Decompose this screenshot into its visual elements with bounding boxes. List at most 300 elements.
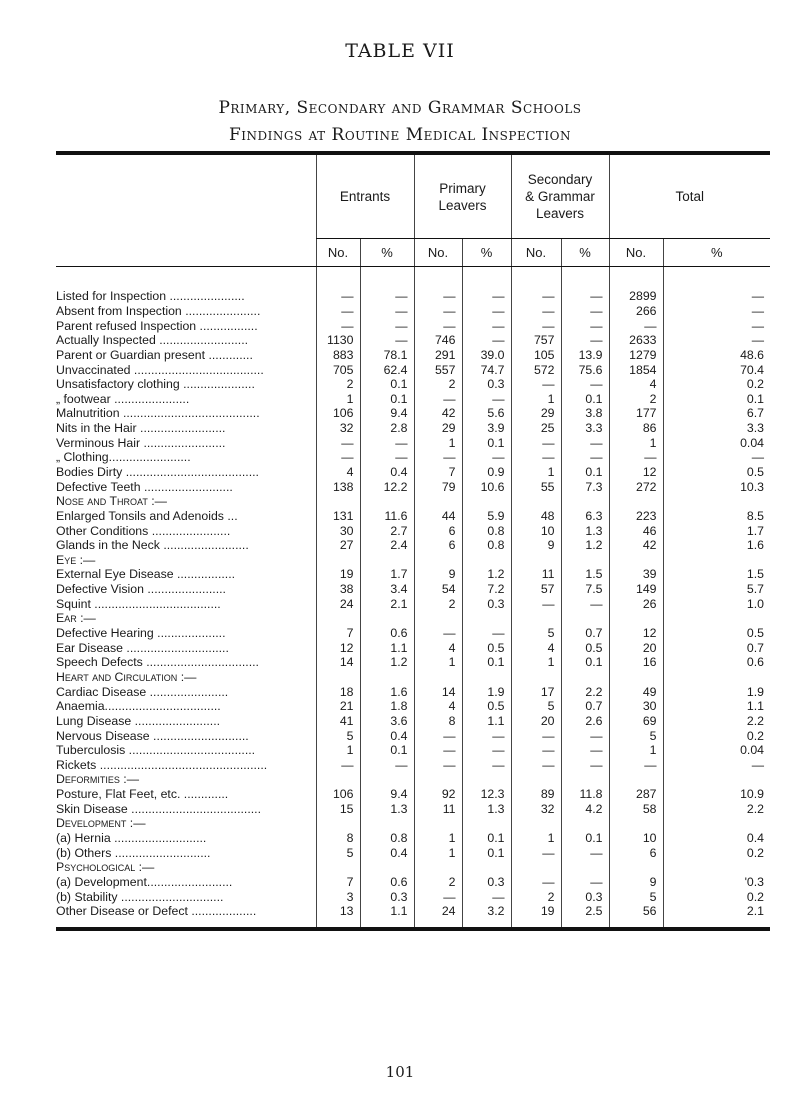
cell-value xyxy=(316,860,360,875)
cell-value: 48 xyxy=(511,509,561,524)
subheader-secondary-no: No. xyxy=(511,239,561,267)
cell-value: 3.2 xyxy=(462,904,511,919)
cell-value: 70.4 xyxy=(663,362,770,377)
subheader-total-no: No. xyxy=(609,239,663,267)
cell-value xyxy=(462,494,511,509)
cell-value: 2 xyxy=(609,391,663,406)
row-label: (b) Others ............................ xyxy=(56,845,211,860)
cell-value xyxy=(360,611,414,626)
cell-value xyxy=(561,670,609,685)
cell-value: 1.9 xyxy=(663,684,770,699)
cell-value: 4 xyxy=(316,465,360,480)
cell-value: 1.3 xyxy=(462,801,511,816)
cell-value: 5 xyxy=(609,728,663,743)
cell-value: 1.1 xyxy=(360,904,414,919)
cell-value: 29 xyxy=(414,421,462,436)
cell-value: 0.7 xyxy=(663,640,770,655)
cell-value: 1.6 xyxy=(663,538,770,553)
cell-value: 20 xyxy=(609,640,663,655)
row-label: „ Clothing........................ xyxy=(56,450,191,465)
table-row xyxy=(56,889,770,904)
cell-value: — xyxy=(316,289,360,304)
cell-value xyxy=(561,553,609,568)
cell-value: 14 xyxy=(316,655,360,670)
cell-value: 0.8 xyxy=(360,831,414,846)
cell-value xyxy=(511,670,561,685)
cell-value: 0.4 xyxy=(360,465,414,480)
cell-value: 149 xyxy=(609,582,663,597)
subheader-primary-no: No. xyxy=(414,239,462,267)
cell-value: — xyxy=(663,758,770,773)
cell-value: 9.4 xyxy=(360,787,414,802)
cell-value xyxy=(360,816,414,831)
cell-value xyxy=(414,611,462,626)
cell-value: 7 xyxy=(414,465,462,480)
row-label: Defective Hearing .................... xyxy=(56,626,226,641)
cell-value: 3 xyxy=(316,889,360,904)
cell-value: — xyxy=(414,743,462,758)
cell-value: 8 xyxy=(316,831,360,846)
cell-value: 0.3 xyxy=(462,875,511,890)
cell-value: 3.4 xyxy=(360,582,414,597)
table-row xyxy=(56,728,770,743)
cell-value: — xyxy=(561,743,609,758)
cell-value: 11.6 xyxy=(360,509,414,524)
table-spacer-row xyxy=(56,267,770,290)
cell-value: 3.3 xyxy=(561,421,609,436)
cell-value: 62.4 xyxy=(360,362,414,377)
cell-value xyxy=(663,670,770,685)
cell-value: 32 xyxy=(511,801,561,816)
row-label: Deformities :— xyxy=(56,772,140,787)
cell-value xyxy=(609,611,663,626)
table-row xyxy=(56,582,770,597)
cell-value: 1 xyxy=(414,435,462,450)
cell-value: 0.1 xyxy=(561,465,609,480)
group-header-total: Total xyxy=(609,153,770,239)
cell-value: 27 xyxy=(316,538,360,553)
cell-value: — xyxy=(663,304,770,319)
cell-value: — xyxy=(316,304,360,319)
table-row xyxy=(56,640,770,655)
cell-value: 12 xyxy=(609,465,663,480)
cell-value: 12.3 xyxy=(462,787,511,802)
cell-value: 1 xyxy=(511,391,561,406)
cell-value: — xyxy=(609,318,663,333)
cell-value: — xyxy=(462,450,511,465)
cell-value: 0.1 xyxy=(561,391,609,406)
row-label: Heart and Circulation :— xyxy=(56,669,197,684)
cell-value: — xyxy=(561,758,609,773)
cell-value: 1 xyxy=(414,831,462,846)
cell-value: — xyxy=(511,450,561,465)
cell-value: 11 xyxy=(511,567,561,582)
table-row xyxy=(56,465,770,480)
cell-value: 1.7 xyxy=(663,523,770,538)
cell-value: 69 xyxy=(609,714,663,729)
cell-value xyxy=(360,670,414,685)
findings-table xyxy=(56,151,770,931)
cell-value: 17 xyxy=(511,684,561,699)
cell-value: 4.2 xyxy=(561,801,609,816)
cell-value: 6.3 xyxy=(561,509,609,524)
cell-value: 0.5 xyxy=(462,640,511,655)
cell-value: '0.3 xyxy=(663,875,770,890)
table-row xyxy=(56,523,770,538)
cell-value: 0.5 xyxy=(462,699,511,714)
cell-value: 86 xyxy=(609,421,663,436)
cell-value: 74.7 xyxy=(462,362,511,377)
cell-value: 57 xyxy=(511,582,561,597)
cell-value: 20 xyxy=(511,714,561,729)
row-label: Tuberculosis ..................................... xyxy=(56,743,256,758)
cell-value xyxy=(462,816,511,831)
cell-value: 1 xyxy=(316,391,360,406)
table-subtitle-schools: Primary, Secondary and Grammar Schools xyxy=(218,98,582,118)
cell-value: 4 xyxy=(414,699,462,714)
table-row xyxy=(56,406,770,421)
row-label: Nits in the Hair ......................... xyxy=(56,421,226,436)
cell-value xyxy=(360,772,414,787)
cell-value: 1 xyxy=(511,655,561,670)
cell-value: 10.3 xyxy=(663,479,770,494)
row-label: Psychological :— xyxy=(56,860,155,875)
cell-value: 7.5 xyxy=(561,582,609,597)
cell-value xyxy=(462,670,511,685)
table-row xyxy=(56,391,770,406)
cell-value: 106 xyxy=(316,787,360,802)
cell-value: 1.2 xyxy=(561,538,609,553)
cell-value: — xyxy=(316,758,360,773)
cell-value: 10.6 xyxy=(462,479,511,494)
table-row xyxy=(56,377,770,392)
cell-value: 2.6 xyxy=(561,714,609,729)
cell-value xyxy=(360,860,414,875)
cell-value: 0.2 xyxy=(663,845,770,860)
findings-table-body xyxy=(56,267,770,929)
cell-value: — xyxy=(462,626,511,641)
cell-value: 0.1 xyxy=(462,435,511,450)
cell-value: 0.3 xyxy=(561,889,609,904)
cell-value: 0.04 xyxy=(663,435,770,450)
cell-value: 0.7 xyxy=(561,699,609,714)
table-row xyxy=(56,348,770,363)
table-spacer-row xyxy=(56,919,770,929)
row-label: Malnutrition ........................................ xyxy=(56,406,260,421)
cell-value: 131 xyxy=(316,509,360,524)
cell-value xyxy=(561,772,609,787)
cell-value: 0.6 xyxy=(360,875,414,890)
table-row xyxy=(56,553,770,568)
cell-value: 19 xyxy=(316,567,360,582)
cell-value: 757 xyxy=(511,333,561,348)
cell-value: 1854 xyxy=(609,362,663,377)
cell-value: 49 xyxy=(609,684,663,699)
cell-value xyxy=(511,494,561,509)
cell-value xyxy=(414,816,462,831)
cell-value: — xyxy=(360,333,414,348)
cell-value: — xyxy=(462,743,511,758)
row-label: Posture, Flat Feet, etc. ............. xyxy=(56,787,229,802)
cell-value: — xyxy=(511,875,561,890)
table-row xyxy=(56,435,770,450)
table-row xyxy=(56,831,770,846)
row-label: Defective Vision ....................... xyxy=(56,582,226,597)
group-header-entrants: Entrants xyxy=(316,153,414,239)
cell-value: 1 xyxy=(609,435,663,450)
cell-value xyxy=(663,860,770,875)
row-label: Bodies Dirty ....................................... xyxy=(56,465,259,479)
row-label: Lung Disease ......................... xyxy=(56,713,221,728)
table-row xyxy=(56,787,770,802)
cell-value: 0.3 xyxy=(462,596,511,611)
row-label: Enlarged Tonsils and Adenoids ... xyxy=(56,508,238,523)
cell-value xyxy=(609,670,663,685)
cell-value: 78.1 xyxy=(360,348,414,363)
cell-value: 2.2 xyxy=(561,684,609,699)
page-number: 101 xyxy=(385,1063,415,1081)
cell-value: 0.9 xyxy=(462,465,511,480)
cell-value: — xyxy=(561,289,609,304)
table-row xyxy=(56,567,770,582)
cell-value: 12 xyxy=(316,640,360,655)
cell-value: — xyxy=(561,450,609,465)
cell-value: 1130 xyxy=(316,333,360,348)
cell-value: 24 xyxy=(414,904,462,919)
cell-value: 5.7 xyxy=(663,582,770,597)
cell-value: 0.5 xyxy=(663,465,770,480)
cell-value: — xyxy=(462,318,511,333)
cell-value: 10 xyxy=(609,831,663,846)
row-label: Actually Inspected .......................... xyxy=(56,333,249,348)
cell-value: 0.4 xyxy=(360,845,414,860)
cell-value: — xyxy=(462,289,511,304)
cell-value: 6 xyxy=(414,523,462,538)
cell-value: — xyxy=(561,318,609,333)
cell-value: 30 xyxy=(316,523,360,538)
row-label: Speech Defects ................................. xyxy=(56,655,259,670)
row-label: Ear Disease .............................. xyxy=(56,640,229,655)
cell-value: 15 xyxy=(316,801,360,816)
cell-value: 0.7 xyxy=(561,626,609,641)
table-row xyxy=(56,655,770,670)
cell-value: 39 xyxy=(609,567,663,582)
cell-value: 89 xyxy=(511,787,561,802)
cell-value: 883 xyxy=(316,348,360,363)
row-label: Parent or Guardian present ............. xyxy=(56,347,253,362)
cell-value xyxy=(414,670,462,685)
cell-value: — xyxy=(360,318,414,333)
cell-value: 223 xyxy=(609,509,663,524)
cell-value xyxy=(316,670,360,685)
cell-value: 5 xyxy=(316,728,360,743)
row-label: (a) Development......................... xyxy=(56,874,233,889)
cell-value xyxy=(663,494,770,509)
cell-value: 0.1 xyxy=(462,845,511,860)
cell-value: 92 xyxy=(414,787,462,802)
cell-value: — xyxy=(561,845,609,860)
cell-value: — xyxy=(316,435,360,450)
cell-value: 0.4 xyxy=(360,728,414,743)
cell-value: 16 xyxy=(609,655,663,670)
cell-value: 21 xyxy=(316,699,360,714)
cell-value xyxy=(609,816,663,831)
subheader-entrants-pct: % xyxy=(360,239,414,267)
cell-value: — xyxy=(360,435,414,450)
cell-value: 0.1 xyxy=(360,391,414,406)
table-row xyxy=(56,479,770,494)
cell-value: — xyxy=(414,889,462,904)
cell-value: 0.1 xyxy=(462,655,511,670)
table-row xyxy=(56,714,770,729)
cell-value: 25 xyxy=(511,421,561,436)
row-label: „ footwear ...................... xyxy=(56,391,190,406)
row-label: Other Conditions ....................... xyxy=(56,523,231,538)
cell-value xyxy=(663,816,770,831)
row-label: Rickets ................................................. xyxy=(56,757,268,772)
cell-value xyxy=(663,553,770,568)
cell-value: 7 xyxy=(316,875,360,890)
table-row xyxy=(56,743,770,758)
cell-value xyxy=(663,611,770,626)
cell-value xyxy=(609,553,663,568)
cell-value: — xyxy=(360,304,414,319)
cell-value: 557 xyxy=(414,362,462,377)
table-row xyxy=(56,772,770,787)
cell-value: 0.6 xyxy=(663,655,770,670)
cell-value: — xyxy=(663,333,770,348)
cell-value: — xyxy=(316,318,360,333)
cell-value xyxy=(609,860,663,875)
table-row xyxy=(56,758,770,773)
cell-value: 4 xyxy=(511,640,561,655)
subheader-entrants-no: No. xyxy=(316,239,360,267)
cell-value: — xyxy=(663,450,770,465)
cell-value: 2 xyxy=(414,596,462,611)
cell-value xyxy=(316,772,360,787)
cell-value xyxy=(316,494,360,509)
cell-value: 1.5 xyxy=(561,567,609,582)
cell-value: — xyxy=(414,626,462,641)
subheader-secondary-pct: % xyxy=(561,239,609,267)
cell-value: 24 xyxy=(316,596,360,611)
cell-value: — xyxy=(561,596,609,611)
cell-value: — xyxy=(561,377,609,392)
cell-value: — xyxy=(414,758,462,773)
cell-value: 9.4 xyxy=(360,406,414,421)
cell-value: — xyxy=(663,289,770,304)
cell-value: 0.6 xyxy=(360,626,414,641)
cell-value: 0.5 xyxy=(663,626,770,641)
cell-value: 5 xyxy=(609,889,663,904)
table-row xyxy=(56,699,770,714)
cell-value: 6 xyxy=(414,538,462,553)
cell-value: 79 xyxy=(414,479,462,494)
cell-value: 1.0 xyxy=(663,596,770,611)
cell-value: 0.1 xyxy=(360,377,414,392)
row-label: Parent refused Inspection ................. xyxy=(56,318,258,333)
cell-value xyxy=(462,553,511,568)
table-row xyxy=(56,421,770,436)
group-header-primary-leavers: Primary Leavers xyxy=(414,153,511,239)
cell-value: — xyxy=(609,450,663,465)
cell-value: 18 xyxy=(316,684,360,699)
cell-value: 42 xyxy=(414,406,462,421)
cell-value: 1.2 xyxy=(462,567,511,582)
cell-value: 56 xyxy=(609,904,663,919)
cell-value: 3.6 xyxy=(360,714,414,729)
cell-value: 75.6 xyxy=(561,362,609,377)
table-row xyxy=(56,509,770,524)
cell-value xyxy=(511,772,561,787)
cell-value xyxy=(561,860,609,875)
cell-value xyxy=(462,611,511,626)
label-column-header xyxy=(56,153,316,267)
cell-value: 38 xyxy=(316,582,360,597)
cell-value: 2 xyxy=(511,889,561,904)
cell-value: 3.9 xyxy=(462,421,511,436)
cell-value xyxy=(511,860,561,875)
cell-value xyxy=(561,494,609,509)
table-row xyxy=(56,626,770,641)
cell-value xyxy=(360,494,414,509)
cell-value: 11.8 xyxy=(561,787,609,802)
table-row xyxy=(56,904,770,919)
cell-value: 1.1 xyxy=(663,699,770,714)
cell-value: — xyxy=(663,318,770,333)
cell-value: 0.1 xyxy=(360,743,414,758)
cell-value: 287 xyxy=(609,787,663,802)
cell-value: — xyxy=(561,333,609,348)
cell-value: 5.6 xyxy=(462,406,511,421)
cell-value xyxy=(561,816,609,831)
cell-value: 0.2 xyxy=(663,889,770,904)
cell-value: — xyxy=(511,596,561,611)
cell-value xyxy=(316,553,360,568)
cell-value: 1279 xyxy=(609,348,663,363)
cell-value: 0.1 xyxy=(561,655,609,670)
cell-value: 1.3 xyxy=(360,801,414,816)
cell-value: 1 xyxy=(511,465,561,480)
cell-value: 0.8 xyxy=(462,523,511,538)
cell-value: — xyxy=(462,728,511,743)
cell-value: — xyxy=(511,758,561,773)
cell-value: 13 xyxy=(316,904,360,919)
row-label: Skin Disease ...................................... xyxy=(56,801,262,816)
cell-value: 1.8 xyxy=(360,699,414,714)
cell-value: — xyxy=(360,289,414,304)
row-label: Glands in the Neck ......................... xyxy=(56,538,249,553)
cell-value: 32 xyxy=(316,421,360,436)
cell-value xyxy=(609,772,663,787)
cell-value xyxy=(414,772,462,787)
cell-value: 0.1 xyxy=(663,391,770,406)
cell-value: — xyxy=(511,377,561,392)
table-row xyxy=(56,816,770,831)
table-row xyxy=(56,450,770,465)
cell-value: 0.3 xyxy=(360,889,414,904)
row-label: Absent from Inspection ...................... xyxy=(56,303,261,318)
cell-value: 13.9 xyxy=(561,348,609,363)
cell-value xyxy=(414,860,462,875)
cell-value: 1 xyxy=(609,743,663,758)
cell-value: 2.5 xyxy=(561,904,609,919)
cell-value: — xyxy=(561,728,609,743)
cell-value: 7.3 xyxy=(561,479,609,494)
cell-value: — xyxy=(462,333,511,348)
cell-value xyxy=(511,611,561,626)
cell-value: — xyxy=(414,304,462,319)
